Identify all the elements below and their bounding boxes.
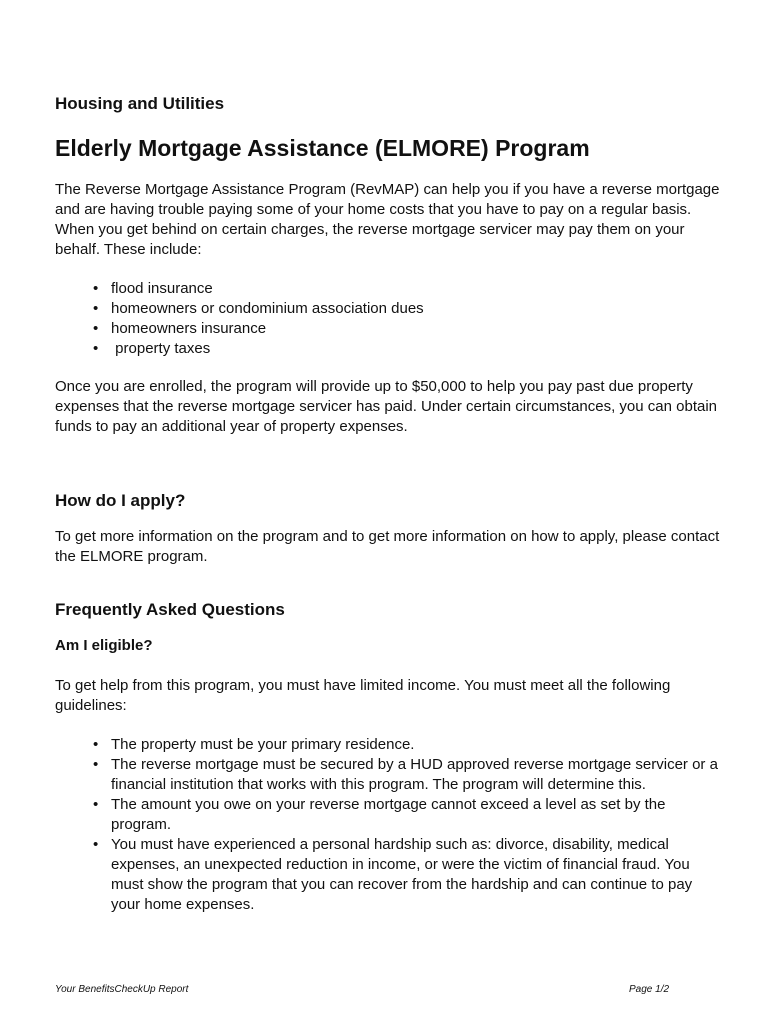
list-item: • You must have experienced a personal hardship such as: divorce, disability, medical expenses, an unexpected reduction in income, or were the victim of financial fraud. You must show the program that you can recover from the hardship and can continue to pay your home expenses. [93,835,723,915]
list-item: • The property must be your primary residence. [93,735,723,755]
page-title: Elderly Mortgage Assistance (ELMORE) Program [55,135,590,161]
list-item: • homeowners insurance [93,319,693,339]
covered-costs-list [93,279,693,359]
list-item: • The reverse mortgage must be secured by a HUD approved reverse mortgage servicer or a financial institution that works with this program. The program will determine this. [93,755,723,795]
list-item: • property taxes [93,339,693,359]
footer-report-name: Your BenefitsCheckUp Report [55,984,189,995]
eligibility-subheading: Am I eligible? [55,637,153,654]
section-label: Housing and Utilities [55,94,225,113]
enrollment-paragraph: Once you are enrolled, the program will provide up to $50,000 to help you pay past due property expenses that the reverse mortgage servicer has paid. Under certain circumstances, you can obtain funds to pay an additional year of property expenses. [55,378,718,435]
footer-page-number: Page 1/2 [629,984,670,995]
faq-heading: Frequently Asked Questions [55,600,285,619]
eligibility-guidelines-list [93,735,723,915]
list-item: • homeowners or condominium association dues [93,299,693,319]
list-item: • The amount you owe on your reverse mortgage cannot exceed a level as set by the program. [93,795,723,835]
eligibility-paragraph: To get help from this program, you must have limited income. You must meet all the following guidelines: [55,677,671,714]
apply-paragraph: To get more information on the program and to get more information on how to apply, please contact the ELMORE program. [55,528,720,565]
list-item: • flood insurance [93,279,693,299]
intro-paragraph: The Reverse Mortgage Assistance Program (RevMAP) can help you if you have a reverse mortgage and are having trouble paying some of your home costs that you have to pay on a regular basis. When you get behind on certain charges, the reverse mortgage servicer may pay them on your behalf. These include: [55,181,720,258]
apply-heading: How do I apply? [55,491,186,510]
